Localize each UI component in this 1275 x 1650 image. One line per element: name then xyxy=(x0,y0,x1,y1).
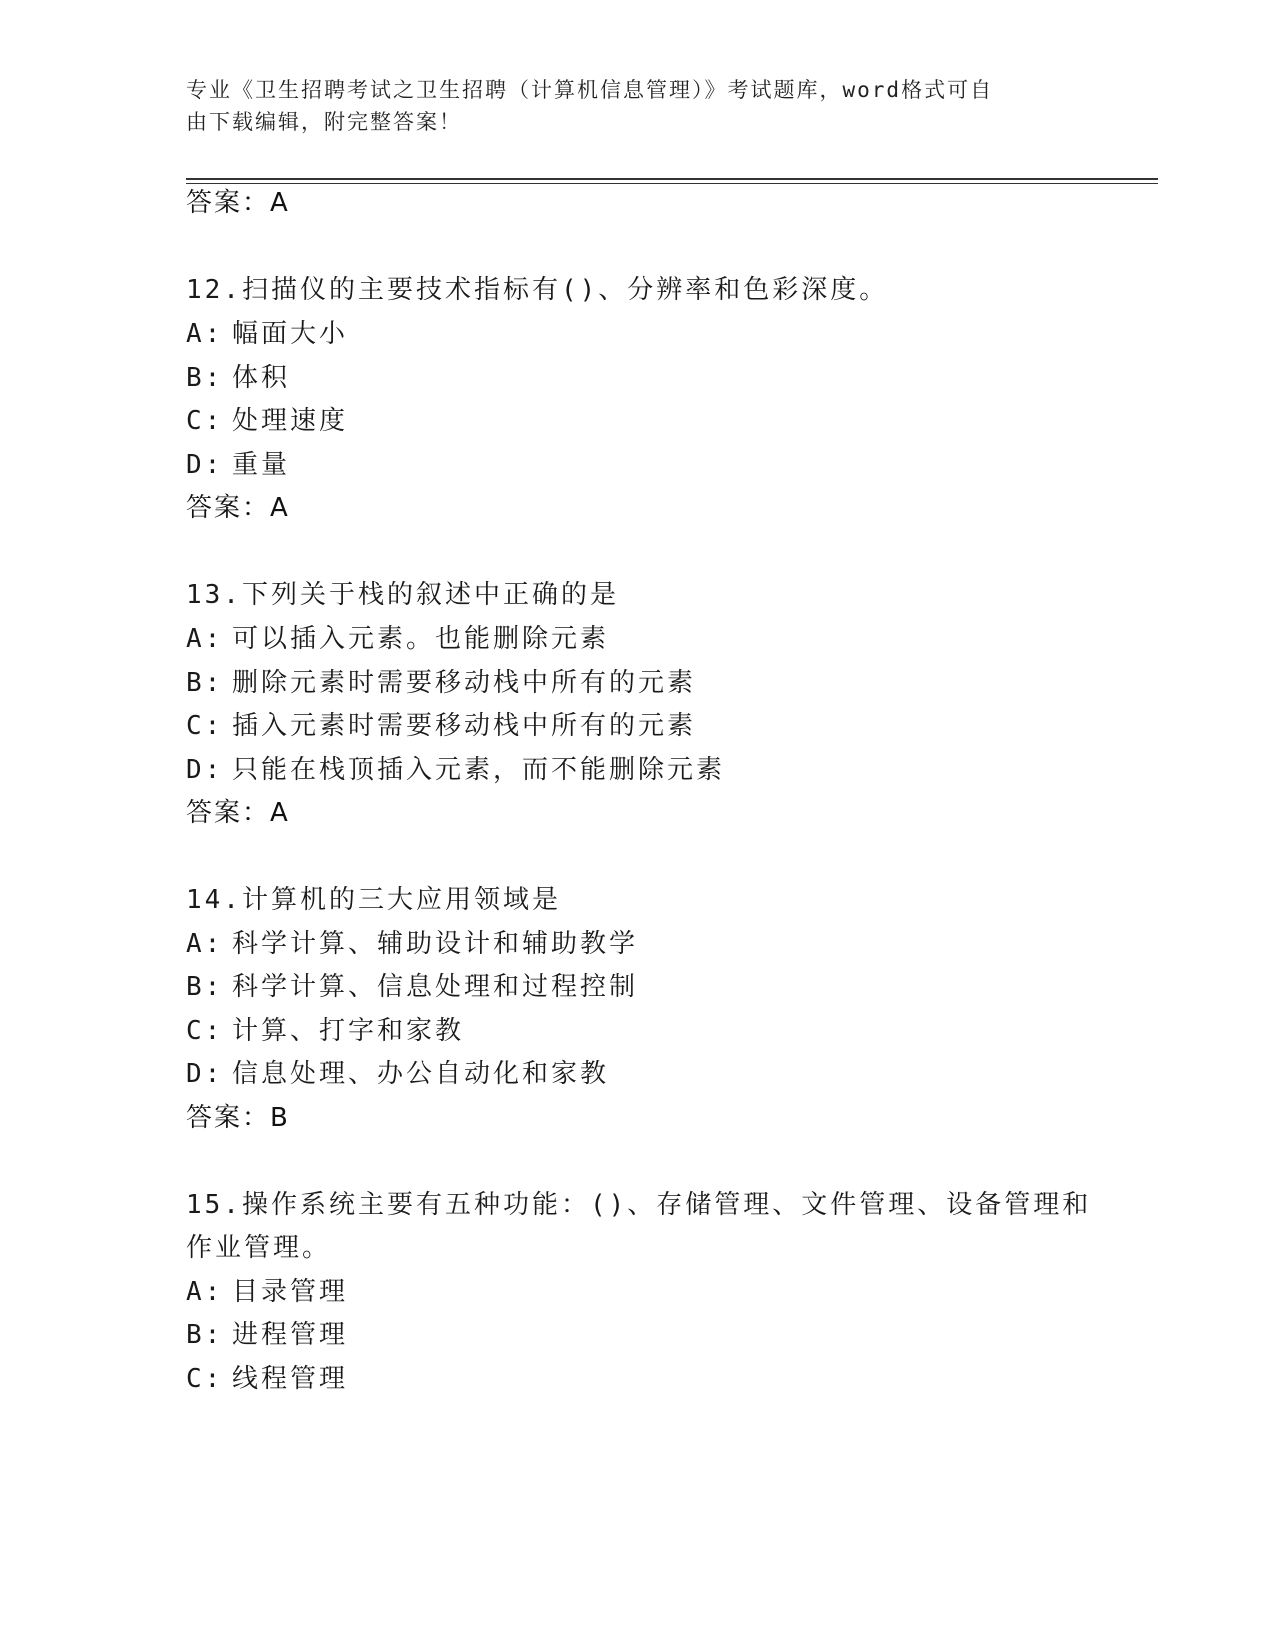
option-letter: B: xyxy=(186,972,224,1002)
option-letter: A: xyxy=(186,929,224,959)
question-13-option-a xyxy=(186,622,609,656)
document-header xyxy=(186,74,1066,138)
option-text: 插入元素时需要移动栈中所有的元素 xyxy=(232,711,697,741)
question-12-option-a xyxy=(186,317,348,351)
option-text: 目录管理 xyxy=(232,1277,349,1307)
option-letter: D: xyxy=(186,450,224,480)
option-letter: D: xyxy=(186,755,224,785)
option-text: 处理速度 xyxy=(232,406,349,436)
option-letter: D: xyxy=(186,1059,224,1089)
question-15-option-c xyxy=(186,1362,348,1396)
option-text: 重量 xyxy=(232,450,291,480)
option-letter: C: xyxy=(186,1016,224,1046)
question-13-option-c xyxy=(186,709,696,743)
option-text: 科学计算、辅助设计和辅助教学 xyxy=(232,929,639,959)
option-text: 只能在栈顶插入元素，而不能删除元素 xyxy=(232,755,726,785)
option-letter: C: xyxy=(186,711,224,741)
option-letter: A: xyxy=(186,1277,224,1307)
option-letter: A: xyxy=(186,624,224,654)
option-text: 科学计算、信息处理和过程控制 xyxy=(232,972,639,1002)
question-15-option-b xyxy=(186,1318,348,1352)
option-text: 删除元素时需要移动栈中所有的元素 xyxy=(232,668,697,698)
question-12-answer: 答案：A xyxy=(186,493,290,523)
question-13-option-b xyxy=(186,666,696,700)
option-letter: A: xyxy=(186,319,224,349)
option-text: 线程管理 xyxy=(232,1364,349,1394)
question-13-option-d xyxy=(186,753,725,787)
header-line-2: 由下载编辑，附完整答案！ xyxy=(186,110,462,134)
option-text: 体积 xyxy=(232,363,291,393)
option-letter: B: xyxy=(186,1320,224,1350)
question-14-option-d xyxy=(186,1057,609,1091)
option-text: 幅面大小 xyxy=(232,319,349,349)
question-13-stem: 13.下列关于栈的叙述中正确的是 xyxy=(186,580,619,610)
question-12-option-d xyxy=(186,448,290,482)
header-divider-thin xyxy=(186,183,1158,184)
option-text: 进程管理 xyxy=(232,1320,349,1350)
question-12-option-b xyxy=(186,361,290,395)
question-12-option-c xyxy=(186,404,348,438)
question-14-option-a xyxy=(186,927,638,961)
option-text: 可以插入元素。也能删除元素 xyxy=(232,624,610,654)
question-15-stem: 15.操作系统主要有五种功能：()、存储管理、文件管理、设备管理和 xyxy=(186,1190,1092,1220)
question-14-option-b xyxy=(186,970,638,1004)
option-letter: B: xyxy=(186,668,224,698)
question-12-stem: 12.扫描仪的主要技术指标有()、分辨率和色彩深度。 xyxy=(186,275,889,305)
answer-previous: 答案：A xyxy=(186,188,290,218)
question-14-stem: 14.计算机的三大应用领域是 xyxy=(186,885,561,915)
question-15-stem-continued: 作业管理。 xyxy=(186,1233,332,1263)
header-line-1: 专业《卫生招聘考试之卫生招聘（计算机信息管理）》考试题库，word格式可自 xyxy=(186,78,994,102)
option-letter: B: xyxy=(186,363,224,393)
option-letter: C: xyxy=(186,1364,224,1394)
header-divider xyxy=(186,178,1158,180)
option-text: 计算、打字和家教 xyxy=(232,1016,465,1046)
option-letter: C: xyxy=(186,406,224,436)
question-15-option-a xyxy=(186,1275,348,1309)
option-text: 信息处理、办公自动化和家教 xyxy=(232,1059,610,1089)
question-14-option-c xyxy=(186,1014,464,1048)
question-13-answer: 答案：A xyxy=(186,798,290,828)
question-14-answer: 答案：B xyxy=(186,1103,290,1133)
